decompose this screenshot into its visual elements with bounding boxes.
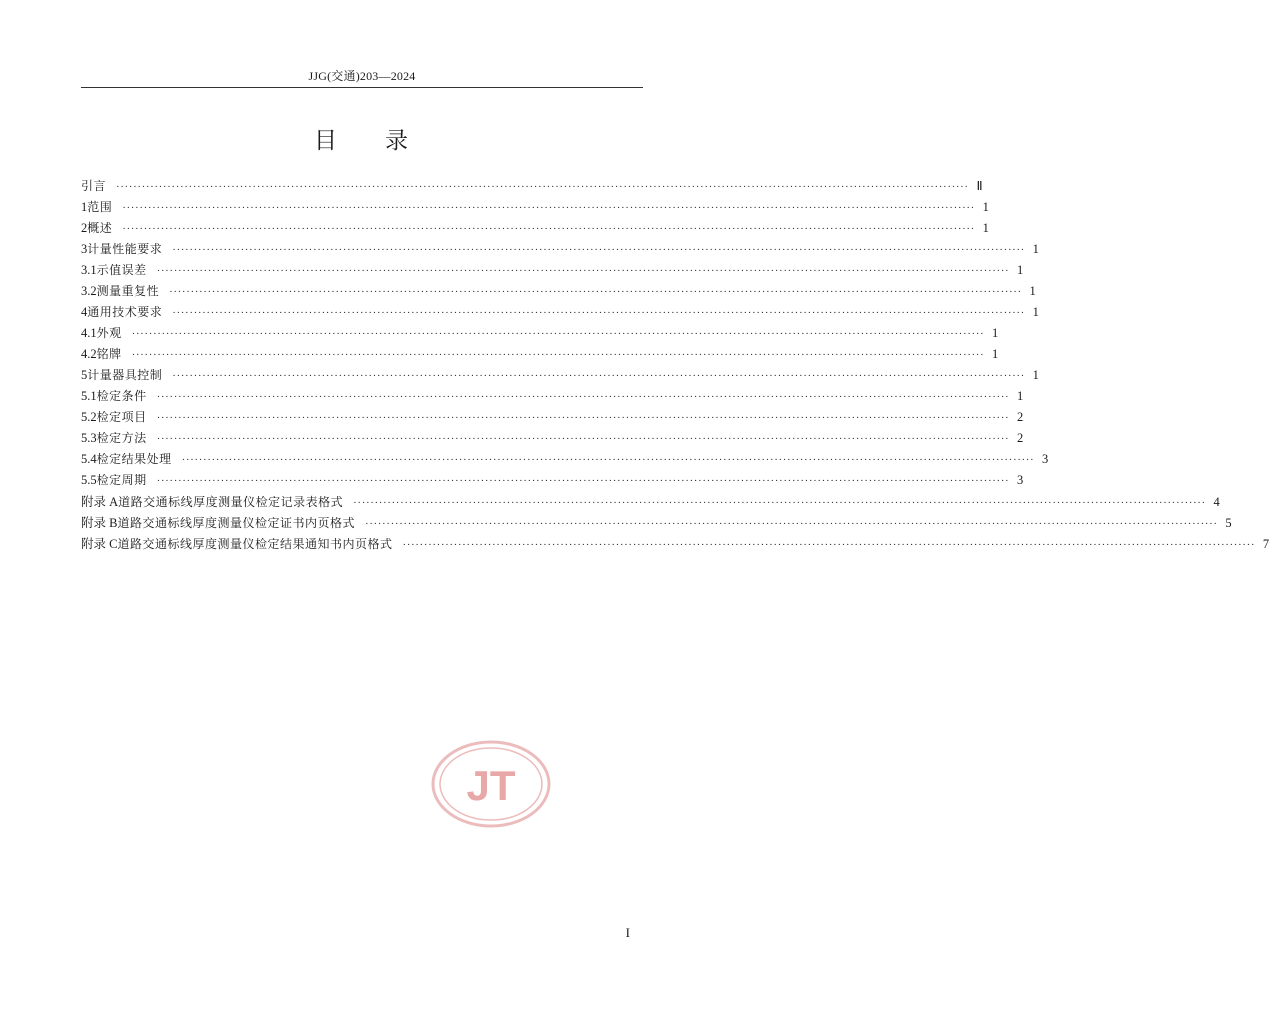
page-title xyxy=(0,122,724,155)
toc-entry-title: 检定项目 xyxy=(96,410,147,424)
toc-entry-page: 7 xyxy=(1262,537,1269,551)
toc-leader-dots: ········································································································································································································ xyxy=(122,202,975,214)
toc-entry[interactable] xyxy=(81,261,1024,282)
toc-entry-title: 计量器具控制 xyxy=(87,368,163,382)
toc-entry-number: 3 xyxy=(81,242,88,256)
toc-entry[interactable] xyxy=(81,408,1024,429)
toc-entry[interactable] xyxy=(81,471,1024,492)
toc-entry[interactable] xyxy=(81,450,1049,471)
toc-entry[interactable] xyxy=(81,492,1220,513)
toc-leader-dots: ········································································································································································································ xyxy=(402,539,1256,551)
toc-entry-number: 3.1 xyxy=(81,263,97,277)
toc-entry-number: 附录 B xyxy=(81,516,118,530)
toc-entry[interactable] xyxy=(81,282,1036,303)
header-rule xyxy=(81,87,643,88)
toc-entry-page: 2 xyxy=(1017,431,1024,445)
toc-entry-title: 引言 xyxy=(81,179,107,193)
toc-entry-page: 1 xyxy=(982,221,989,235)
toc-entry-number: 5.4 xyxy=(81,452,97,466)
page-number: I xyxy=(625,925,630,940)
toc-entry[interactable] xyxy=(81,303,1039,324)
toc-entry-number: 2 xyxy=(81,221,88,235)
toc-entry-page: 1 xyxy=(1032,242,1039,256)
toc-entry[interactable] xyxy=(81,324,999,345)
toc-entry-number: 4.1 xyxy=(81,326,97,340)
toc-entry[interactable] xyxy=(81,219,989,240)
toc-entry[interactable] xyxy=(81,366,1039,387)
toc-leader-dots: ········································································································································································································ xyxy=(172,307,1025,319)
toc-entry-page: Ⅱ xyxy=(976,179,983,193)
toc-leader-dots: ········································································································································································································ xyxy=(122,223,975,235)
toc-leader-dots: ········································································································································································································ xyxy=(116,181,969,193)
toc-entry-title: 检定条件 xyxy=(96,389,147,403)
toc-entry-number: 5.2 xyxy=(81,410,97,424)
toc-entry-title: 测量重复性 xyxy=(96,284,160,298)
toc-leader-dots: ········································································································································································································ xyxy=(131,349,985,361)
toc-entry-number: 附录 A xyxy=(81,495,119,509)
toc-entry[interactable] xyxy=(81,429,1024,450)
toc-entry-title: 概述 xyxy=(87,221,113,235)
toc-leader-dots: ········································································································································································································ xyxy=(181,454,1035,466)
toc-leader-dots: ········································································································································································································ xyxy=(156,265,1010,277)
toc-entry-title: 道路交通标线厚度测量仪检定证书内页格式 xyxy=(117,516,355,530)
toc-leader-dots: ········································································································································································································ xyxy=(131,328,985,340)
table-of-contents xyxy=(81,177,1269,555)
toc-leader-dots: ········································································································································································································ xyxy=(156,475,1010,487)
toc-entry-page: 1 xyxy=(982,200,989,214)
toc-entry[interactable] xyxy=(81,534,1269,555)
toc-entry-title: 通用技术要求 xyxy=(87,305,163,319)
toc-entry[interactable] xyxy=(81,177,983,198)
toc-entry-title: 道路交通标线厚度测量仪检定记录表格式 xyxy=(118,495,344,509)
toc-entry-number: 1 xyxy=(81,200,88,214)
toc-leader-dots: ········································································································································································································ xyxy=(172,244,1025,256)
toc-entry-number: 5.1 xyxy=(81,389,97,403)
toc-entry-page: 1 xyxy=(1017,263,1024,277)
toc-entry-number: 5 xyxy=(81,368,88,382)
toc-entry-title: 计量性能要求 xyxy=(87,242,163,256)
toc-entry[interactable] xyxy=(81,387,1024,408)
toc-leader-dots: ········································································································································································································ xyxy=(156,391,1010,403)
toc-entry-page: 1 xyxy=(992,347,999,361)
toc-leader-dots: ········································································································································································································ xyxy=(172,370,1025,382)
toc-entry-number: 附录 C xyxy=(81,537,118,551)
toc-leader-dots: ········································································································································································································ xyxy=(156,412,1010,424)
toc-entry-page: 1 xyxy=(1032,305,1039,319)
toc-leader-dots: ········································································································································································································ xyxy=(156,433,1010,445)
toc-entry-page: 1 xyxy=(1032,368,1039,382)
toc-entry-title: 外观 xyxy=(96,326,122,340)
toc-entry-page: 4 xyxy=(1213,495,1220,509)
toc-entry[interactable] xyxy=(81,345,999,366)
toc-leader-dots: ········································································································································································································ xyxy=(364,518,1218,530)
toc-entry[interactable] xyxy=(81,198,989,219)
toc-leader-dots: ········································································································································································································ xyxy=(169,286,1022,298)
running-header: JJG(交通)203—2024 xyxy=(308,69,416,83)
toc-entry-page: 1 xyxy=(1017,389,1024,403)
toc-entry-page: 3 xyxy=(1017,473,1024,487)
toc-entry-number: 3.2 xyxy=(81,284,97,298)
toc-entry-page: 3 xyxy=(1042,452,1049,466)
toc-entry-title: 铭牌 xyxy=(96,347,122,361)
toc-entry-title: 范围 xyxy=(87,200,113,214)
toc-entry-number: 4 xyxy=(81,305,88,319)
toc-entry-number: 5.5 xyxy=(81,473,97,487)
toc-entry-title: 示值误差 xyxy=(96,263,147,277)
jt-watermark-stamp xyxy=(431,740,551,828)
toc-leader-dots: ········································································································································································································ xyxy=(353,497,1206,509)
toc-entry-page: 1 xyxy=(992,326,999,340)
toc-entry-number: 5.3 xyxy=(81,431,97,445)
toc-entry[interactable] xyxy=(81,513,1232,534)
toc-entry-page: 2 xyxy=(1017,410,1024,424)
toc-entry-title: 检定方法 xyxy=(96,431,147,445)
title-left-char: 目 xyxy=(314,128,339,154)
toc-entry[interactable] xyxy=(81,240,1039,261)
toc-entry-title: 道路交通标线厚度测量仪检定结果通知书内页格式 xyxy=(117,537,393,551)
toc-entry-title: 检定周期 xyxy=(96,473,147,487)
toc-entry-number: 4.2 xyxy=(81,347,97,361)
title-right-char: 录 xyxy=(385,128,410,154)
toc-entry-title: 检定结果处理 xyxy=(96,452,172,466)
toc-entry-page: 1 xyxy=(1029,284,1036,298)
toc-entry-page: 5 xyxy=(1225,516,1232,530)
stamp-text: JT xyxy=(466,762,516,809)
